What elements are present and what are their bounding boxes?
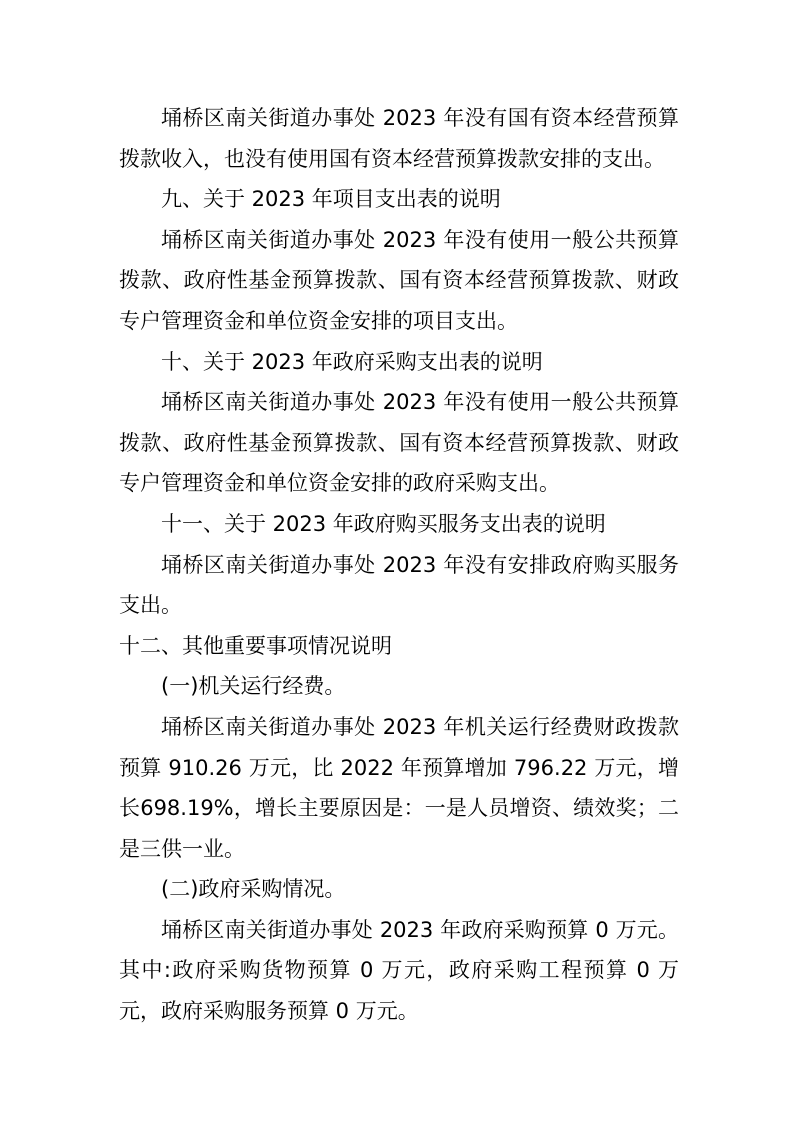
paragraph-procurement-budget: 埇桥区南关街道办事处 2023 年政府采购预算 0 万元。其中:政府采购货物预算 0 万元，政府采购工程预算 0 万元，政府采购服务预算 0 万元。 [119, 917, 679, 1024]
paragraph-government-procurement-expenditure: 埇桥区南关街道办事处 2023 年没有使用一般公共预算拨款、政府性基金预算拨款、国有资本经营预算拨款、财政专户管理资金和单位资金安排的政府采购支出。 [119, 390, 679, 496]
document-page [119, 98, 679, 1032]
section-heading-11: 十一、关于 2023 年政府购买服务支出表的说明 [161, 511, 606, 536]
paragraph-project-expenditure: 埇桥区南关街道办事处 2023 年没有使用一般公共预算拨款、政府性基金预算拨款、国有资本经营预算拨款、财政专户管理资金和单位资金安排的项目支出。 [119, 227, 679, 333]
paragraph-operating-costs: 埇桥区南关街道办事处 2023 年机关运行经费财政拨款预算 910.26 万元，比 2022 年预算增加 796.22 万元，增长698.19%，增长主要原因是：一是人员增资、绩效奖；二是三供一业。 [119, 714, 679, 861]
subheading-operating-costs: (一)机关运行经费。 [161, 674, 346, 699]
paragraph-purchased-services: 埇桥区南关街道办事处 2023 年没有安排政府购买服务支出。 [119, 552, 679, 618]
section-heading-9: 九、关于 2023 年项目支出表的说明 [161, 187, 501, 212]
section-heading-12: 十二、其他重要事项情况说明 [119, 633, 392, 658]
section-heading-10: 十、关于 2023 年政府采购支出表的说明 [161, 349, 543, 374]
paragraph-state-capital-budget: 埇桥区南关街道办事处 2023 年没有国有资本经营预算拨款收入，也没有使用国有资本经营预算拨款安排的支出。 [119, 106, 679, 171]
subheading-procurement: (二)政府采购情况。 [161, 877, 346, 902]
